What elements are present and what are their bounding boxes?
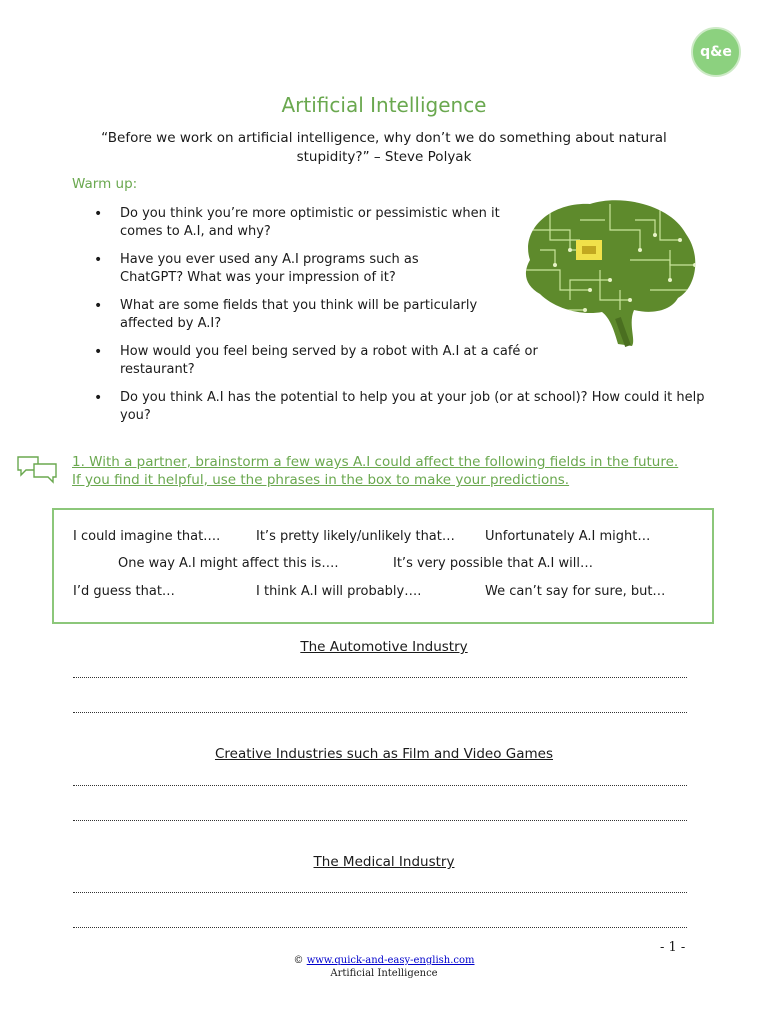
answer-line[interactable] — [73, 712, 687, 713]
section-heading: The Automotive Industry — [300, 639, 468, 655]
website-link[interactable]: www.quick-and-easy-english.com — [306, 955, 475, 966]
qe-logo — [691, 27, 741, 77]
phrase: I could imagine that…. — [73, 529, 221, 544]
section-heading: The Medical Industry — [313, 854, 455, 870]
quote: “Before we work on artificial intelligence, why don’t we do something about natural stupidity?” – Steve Polyak — [101, 130, 667, 165]
footer-subtitle: Artificial Intelligence — [330, 968, 438, 979]
phrase: Unfortunately A.I might… — [485, 529, 651, 544]
warm-up-heading: Warm up: — [72, 176, 138, 192]
warm-up-question: • Do you think you’re more optimistic or pessimistic when it comes to A.I, and why? — [94, 205, 510, 241]
warm-up-question: • How would you feel being served by a robot with A.I at a café or restaurant? — [94, 343, 590, 379]
phrase: I think A.I will probably…. — [256, 584, 422, 599]
task-instructions — [72, 453, 712, 489]
answer-line[interactable] — [73, 927, 687, 928]
section-heading: Creative Industries such as Film and Video Games — [214, 746, 554, 762]
task-line-1: 1. With a partner, brainstorm a few ways A.I could affect the following fields in the future. — [72, 454, 679, 470]
phrase-box — [52, 508, 714, 624]
phrase: It’s very possible that A.I will… — [393, 556, 593, 571]
answer-line[interactable] — [73, 785, 687, 786]
speech-bubbles-icon — [16, 454, 58, 484]
brain-circuit-image — [510, 190, 700, 350]
logo-text: q&e — [700, 44, 732, 60]
task-line-2: If you find it helpful, use the phrases in the box to make your predictions. — [72, 472, 570, 488]
phrase: I’d guess that… — [73, 584, 175, 599]
warm-up-question: • What are some fields that you think will be particularly affected by A.I? — [94, 297, 510, 333]
answer-line[interactable] — [73, 820, 687, 821]
phrase: It’s pretty likely/unlikely that… — [256, 529, 455, 544]
page-number: - 1 - — [660, 940, 686, 955]
copyright-symbol: © — [293, 955, 304, 966]
warm-up-question: • Do you think A.I has the potential to help you at your job (or at school)? How could it help you? — [94, 389, 720, 425]
phrase: One way A.I might affect this is…. — [118, 556, 339, 571]
answer-line[interactable] — [73, 677, 687, 678]
page-title: Artificial Intelligence — [281, 93, 487, 117]
warm-up-question: • Have you ever used any A.I programs such as ChatGPT? What was your impression of it? — [94, 251, 440, 287]
answer-line[interactable] — [73, 892, 687, 893]
footer — [0, 954, 768, 980]
phrase: We can’t say for sure, but… — [485, 584, 666, 599]
